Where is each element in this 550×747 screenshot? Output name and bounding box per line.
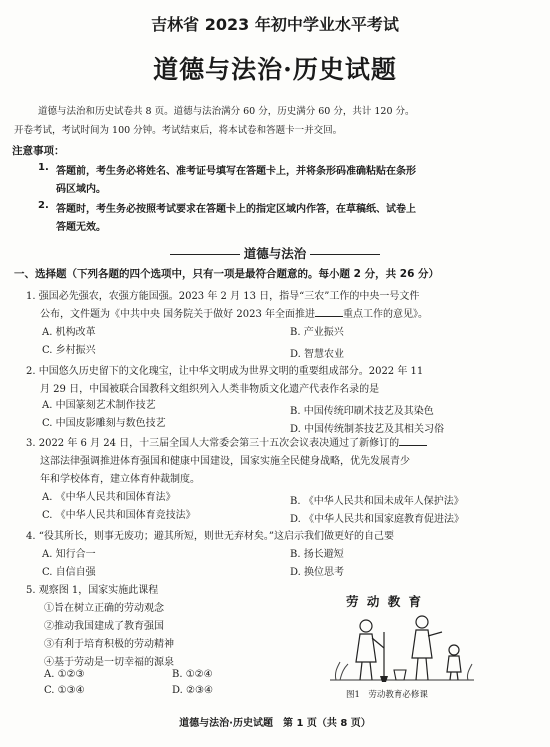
part1-heading: 一、选择题（下列各题的四个选项中，只有一项是最符合题意的。每小题 2 分，共 26 分） — [14, 268, 440, 280]
figure-title: 劳 动 教 育 — [346, 594, 424, 609]
q3-line-3: 年和学校体育，建立体育仲裁制度。 — [40, 474, 200, 485]
q5-option-a: A. ①②③ — [44, 669, 85, 680]
q5-line-1: 5. 观察图 1，国家实施此课程 — [26, 585, 159, 596]
notice-heading: 注意事项： — [12, 145, 65, 157]
page-footer: 道德与法治·历史试题 第 1 页（共 8 页） — [179, 718, 371, 729]
q3-option-d: D. 《中华人民共和国家庭教育促进法》 — [290, 514, 465, 525]
q3-blank — [399, 445, 427, 446]
intro-line-1: 道德与法治和历史试卷共 8 页。道德与法治满分 60 分，历史满分 60 分，共计 120 分。 — [38, 106, 415, 117]
q5-option-d: D. ②③④ — [172, 685, 213, 696]
q4-option-a: A. 知行合一 — [42, 549, 96, 560]
q4-option-b: B. 扬长避短 — [290, 549, 344, 560]
q3-line-1-text: 3. 2022 年 6 月 24 日，十三届全国人大常委会第三十五次会议表决通过了新修订的 — [26, 438, 400, 449]
q3-line-1 — [26, 434, 427, 449]
q1-option-c: C. 乡村振兴 — [42, 345, 96, 356]
notice-2-num: 2. — [38, 200, 49, 211]
q5-option-c: C. ①③④ — [44, 685, 85, 696]
q1-option-a: A. 机构改革 — [42, 327, 96, 338]
labor-education-illustration — [322, 592, 482, 686]
section-title — [0, 244, 550, 262]
q2-option-c: C. 中国皮影雕刻与数色技艺 — [42, 418, 166, 429]
q1-option-b: B. 产业振兴 — [290, 327, 344, 338]
q4-option-d: D. 换位思考 — [290, 567, 345, 578]
q2-option-b: B. 中国传统印刷术技艺及其染色 — [290, 406, 434, 417]
q2-option-d: D. 中国传统制茶技艺及其相关习俗 — [290, 424, 445, 435]
notice-2-line-2: 答题无效。 — [56, 222, 106, 233]
paper-title: 道德与法治·历史试题 — [153, 55, 397, 84]
q4-option-c: C. 自信自强 — [42, 567, 96, 578]
q1-blank — [315, 316, 343, 317]
q1-option-d: D. 智慧农业 — [290, 349, 345, 360]
figure-caption: 图1 劳动教育必修课 — [346, 690, 428, 700]
q1-line-2 — [40, 305, 428, 320]
notice-1-line-1: 答题前，考生务必将姓名、准考证号填写在答题卡上，并将条形码准确粘贴在条形 — [56, 166, 416, 177]
q5-item-3: ③有利于培育积极的劳动精神 — [44, 639, 174, 650]
q3-option-b: B. 《中华人民共和国未成年人保护法》 — [290, 496, 464, 507]
q5-item-4: ④基于劳动是一切幸福的源泉 — [44, 657, 174, 668]
q1-line-1: 1. 强国必先强农，农强方能国强。2023 年 2 月 13 日，指导“三农”工作的中央一号文件 — [26, 291, 420, 302]
intro-line-2: 开卷考试，考试时间为 100 分钟。考试结束后，将本试卷和答题卡一并交回。 — [14, 125, 343, 136]
q5-item-2: ②推动我国建成了教育强国 — [44, 621, 164, 632]
notice-1-line-2: 码区域内。 — [56, 184, 106, 195]
q1-line-2b: 重点工作的意见》。 — [343, 309, 428, 320]
q2-line-1: 2. 中国悠久历史留下的文化瑰宝，让中华文明成为世界文明的重要组成部分。2022 年 11 — [26, 366, 424, 377]
notice-1-num: 1. — [38, 162, 49, 173]
q4-line-1: 4. “役其所长，则事无废功；避其所短，则世无弃材矣。”这启示我们做更好的自己要 — [26, 531, 394, 542]
q1-line-2a: 公布，文件题为《中共中央 国务院关于做好 2023 年全面推进 — [40, 309, 315, 320]
section-title-text: 道德与法治 — [243, 246, 307, 261]
section-rule-left — [170, 254, 240, 255]
section-rule-right — [310, 254, 380, 255]
q2-option-a: A. 中国篆刻艺术制作技艺 — [42, 400, 156, 411]
q5-option-b: B. ①②④ — [172, 669, 213, 680]
q3-option-a: A. 《中华人民共和国体育法》 — [42, 492, 176, 503]
q2-line-2: 月 29 日，中国被联合国教科文组织列入人类非物质文化遗产代表作名录的是 — [40, 384, 380, 395]
q5-item-1: ①旨在树立正确的劳动观念 — [44, 603, 164, 614]
q3-line-2: 这部法律强调推进体育强国和健康中国建设，国家实施全民健身战略，优先发展青少 — [40, 456, 410, 467]
notice-2-line-1: 答题时，考生务必按照考试要求在答题卡上的指定区域内作答，在草稿纸、试卷上 — [56, 204, 416, 215]
q3-option-c: C. 《中华人民共和国体育竞技法》 — [42, 510, 196, 521]
exam-title: 吉林省 2023 年初中学业水平考试 — [151, 15, 399, 34]
